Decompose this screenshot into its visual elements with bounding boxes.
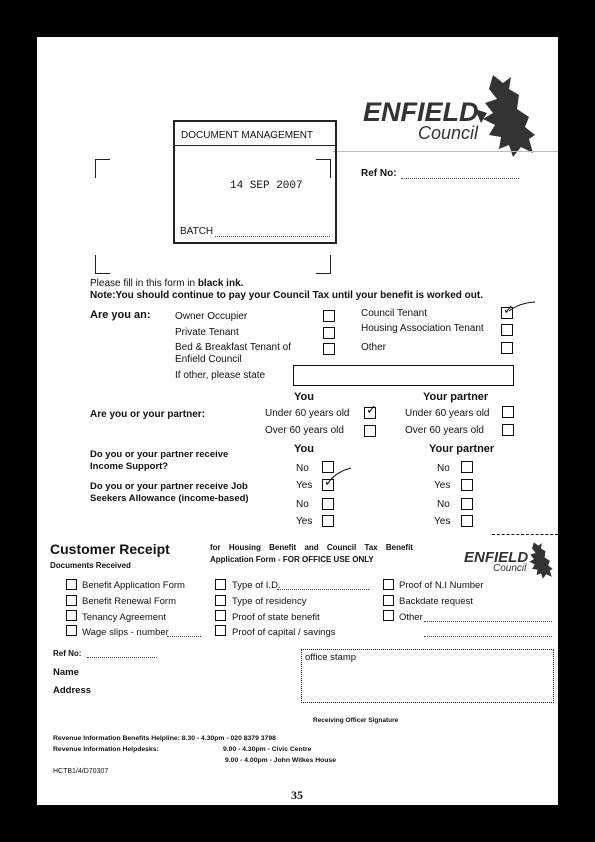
partner-over60-label: Over 60 years old bbox=[405, 425, 484, 436]
you-q2-no-label: No bbox=[296, 499, 309, 510]
helpdesks-label: Revenue Information Helpdesks: bbox=[53, 746, 159, 753]
partner-q2-no-checkbox[interactable] bbox=[461, 498, 473, 510]
other-checkbox[interactable] bbox=[501, 342, 513, 354]
helpdesk-john-wilkes: 9.00 - 4.00pm - John Wilkes House bbox=[225, 757, 336, 764]
stamp-title: DOCUMENT MANAGEMENT bbox=[181, 130, 314, 141]
partner-under60-label: Under 60 years old bbox=[405, 408, 490, 419]
are-you-label: Are you an: bbox=[90, 309, 151, 321]
partner-q1-yes-label: Yes bbox=[434, 480, 451, 491]
office-stamp-label: office stamp bbox=[305, 652, 357, 663]
instruction-note: Note:You should continue to pay your Council Tax until your benefit is worked out. bbox=[90, 290, 483, 301]
if-other-input[interactable] bbox=[293, 365, 514, 386]
page-number: 35 bbox=[291, 788, 303, 802]
receipt-logo-council: Council bbox=[493, 563, 527, 574]
instruction-line-1 bbox=[90, 278, 243, 289]
if-other-label: If other, please state bbox=[175, 370, 266, 381]
you-q1-no-label: No bbox=[296, 463, 309, 474]
doc-other: Other bbox=[399, 612, 423, 623]
partner-q1-no-checkbox[interactable] bbox=[461, 461, 473, 473]
doc-benefit-renewal-checkbox[interactable] bbox=[66, 595, 77, 606]
receipt-ref-label: Ref No: bbox=[53, 649, 82, 658]
stamp-date: 14 SEP 2007 bbox=[230, 180, 303, 192]
support-partner-header: Your partner bbox=[429, 443, 495, 455]
cut-line bbox=[492, 534, 558, 535]
age-you-header: You bbox=[294, 391, 314, 403]
opt-private-tenant: Private Tenant bbox=[175, 327, 239, 338]
instruction-bold: black ink. bbox=[197, 278, 244, 289]
partner-q2-yes-label: Yes bbox=[434, 516, 451, 527]
ref-no-field[interactable] bbox=[401, 178, 519, 179]
tick-icon: ✓ bbox=[366, 402, 377, 417]
q1-line2: Income Support? bbox=[90, 461, 169, 472]
doc-benefit-application: Benefit Application Form bbox=[82, 580, 185, 591]
doc-benefit-renewal: Benefit Renewal Form bbox=[82, 596, 176, 607]
doc-other-checkbox[interactable] bbox=[383, 610, 394, 621]
doc-residency: Type of residency bbox=[232, 596, 307, 607]
docs-received-label: Documents Received bbox=[50, 561, 131, 570]
signature-label: Receiving Officer Signature bbox=[313, 717, 399, 724]
instruction-text: Please fill in this form in bbox=[90, 278, 198, 289]
q2-line2: Seekers Allowance (income-based) bbox=[90, 493, 249, 504]
tick-stroke-icon bbox=[507, 301, 537, 313]
doc-tenancy-checkbox[interactable] bbox=[66, 610, 77, 621]
tick-icon: ✓ bbox=[324, 474, 335, 489]
doc-capital: Proof of capital / savings bbox=[232, 627, 336, 638]
crop-corner-bl bbox=[95, 255, 110, 274]
doc-tenancy: Tenancy Agreement bbox=[82, 612, 166, 623]
stamp-batch-line bbox=[215, 236, 330, 237]
housing-association-checkbox[interactable] bbox=[501, 324, 513, 336]
tick-stroke-icon bbox=[329, 467, 353, 481]
you-under60-checkbox[interactable] bbox=[364, 402, 377, 419]
doc-id-type: Type of I.D. bbox=[232, 580, 281, 591]
doc-wage-slips: Wage slips - number bbox=[82, 627, 169, 638]
doc-ni-number: Proof of N.I Number bbox=[399, 580, 484, 591]
doc-ni-number-checkbox[interactable] bbox=[383, 579, 394, 590]
opt-housing-association: Housing Association Tenant bbox=[361, 323, 484, 334]
age-label: Are you or your partner: bbox=[90, 409, 206, 420]
partner-q1-no-label: No bbox=[437, 463, 450, 474]
crop-corner-tl bbox=[95, 159, 110, 178]
doc-capital-checkbox[interactable] bbox=[215, 625, 226, 636]
support-you-header: You bbox=[294, 443, 314, 455]
ref-no-label: Ref No: bbox=[361, 168, 397, 179]
bb-tenant-checkbox[interactable] bbox=[323, 343, 335, 355]
doc-backdate: Backdate request bbox=[399, 596, 473, 607]
id-type-field[interactable] bbox=[277, 589, 369, 590]
you-over60-label: Over 60 years old bbox=[265, 425, 344, 436]
you-q2-yes-checkbox[interactable] bbox=[322, 515, 334, 527]
helpdesk-civic-centre: 9.00 - 4.30pm - Civic Centre bbox=[223, 746, 312, 753]
crop-corner-tr bbox=[316, 159, 331, 178]
receipt-app-line: Application Form - FOR OFFICE USE ONLY bbox=[210, 555, 374, 564]
logo-council-text: Council bbox=[418, 123, 479, 143]
stamp-batch-label: BATCH bbox=[180, 226, 214, 237]
stamp-divider bbox=[175, 145, 335, 146]
form-page bbox=[37, 37, 558, 805]
form-code: HCTB1/4/D70307 bbox=[53, 768, 109, 775]
partner-q2-no-label: No bbox=[437, 499, 450, 510]
you-q2-no-checkbox[interactable] bbox=[322, 498, 334, 510]
office-stamp-box[interactable] bbox=[301, 649, 554, 703]
receipt-name-label: Name bbox=[53, 667, 79, 678]
opt-council-tenant: Council Tenant bbox=[361, 308, 427, 319]
doc-other-field-2[interactable] bbox=[424, 636, 552, 637]
header-divider bbox=[333, 151, 558, 152]
receipt-title: Customer Receipt bbox=[50, 541, 170, 557]
crop-corner-br bbox=[316, 255, 331, 274]
wage-slips-number-field[interactable] bbox=[167, 636, 201, 637]
owner-occupier-checkbox[interactable] bbox=[323, 310, 335, 322]
opt-bb-line1: Bed & Breakfast Tenant of bbox=[175, 342, 292, 353]
you-q2-yes-label: Yes bbox=[296, 516, 313, 527]
you-q1-yes-label: Yes bbox=[296, 480, 313, 491]
you-under60-label: Under 60 years old bbox=[265, 408, 350, 419]
doc-id-type-checkbox[interactable] bbox=[215, 579, 226, 590]
age-partner-header: Your partner bbox=[423, 391, 489, 403]
tick-icon: ✓ bbox=[503, 302, 514, 317]
logo-enfield-text: ENFIELD bbox=[363, 97, 479, 127]
receipt-ref-field[interactable] bbox=[87, 657, 157, 658]
partner-q1-yes-checkbox[interactable] bbox=[461, 479, 473, 491]
doc-wage-slips-checkbox[interactable] bbox=[66, 625, 77, 636]
doc-other-field[interactable] bbox=[424, 621, 552, 622]
doc-residency-checkbox[interactable] bbox=[215, 595, 226, 606]
document-stamp bbox=[173, 120, 337, 244]
doc-state-benefit: Proof of state benefit bbox=[232, 612, 320, 623]
partner-under60-checkbox[interactable] bbox=[502, 406, 514, 418]
opt-other: Other bbox=[361, 342, 387, 353]
private-tenant-checkbox[interactable] bbox=[323, 327, 335, 339]
doc-state-benefit-checkbox[interactable] bbox=[215, 610, 226, 621]
q1-line1: Do you or your partner receive bbox=[90, 449, 229, 460]
enfield-dragon-icon bbox=[525, 537, 557, 583]
you-over60-checkbox[interactable] bbox=[364, 425, 376, 437]
enfield-dragon-icon bbox=[473, 69, 545, 161]
doc-backdate-checkbox[interactable] bbox=[383, 595, 394, 606]
q2-line1: Do you or your partner receive Job bbox=[90, 481, 248, 492]
receipt-for-line: for Housing Benefit and Council Tax Benefit bbox=[210, 543, 413, 552]
opt-bb-line2: Enfield Council bbox=[175, 354, 242, 365]
receipt-logo-enfield: ENFIELD bbox=[464, 549, 529, 566]
receipt-address-label: Address bbox=[53, 685, 92, 696]
partner-over60-checkbox[interactable] bbox=[502, 424, 514, 436]
opt-owner-occupier: Owner Occupier bbox=[175, 311, 248, 322]
helpline-text: Revenue Information Benefits Helpline: 8.30 - 4.30pm - 020 8379 3798 bbox=[53, 735, 276, 742]
partner-q2-yes-checkbox[interactable] bbox=[461, 515, 473, 527]
doc-benefit-application-checkbox[interactable] bbox=[66, 579, 77, 590]
